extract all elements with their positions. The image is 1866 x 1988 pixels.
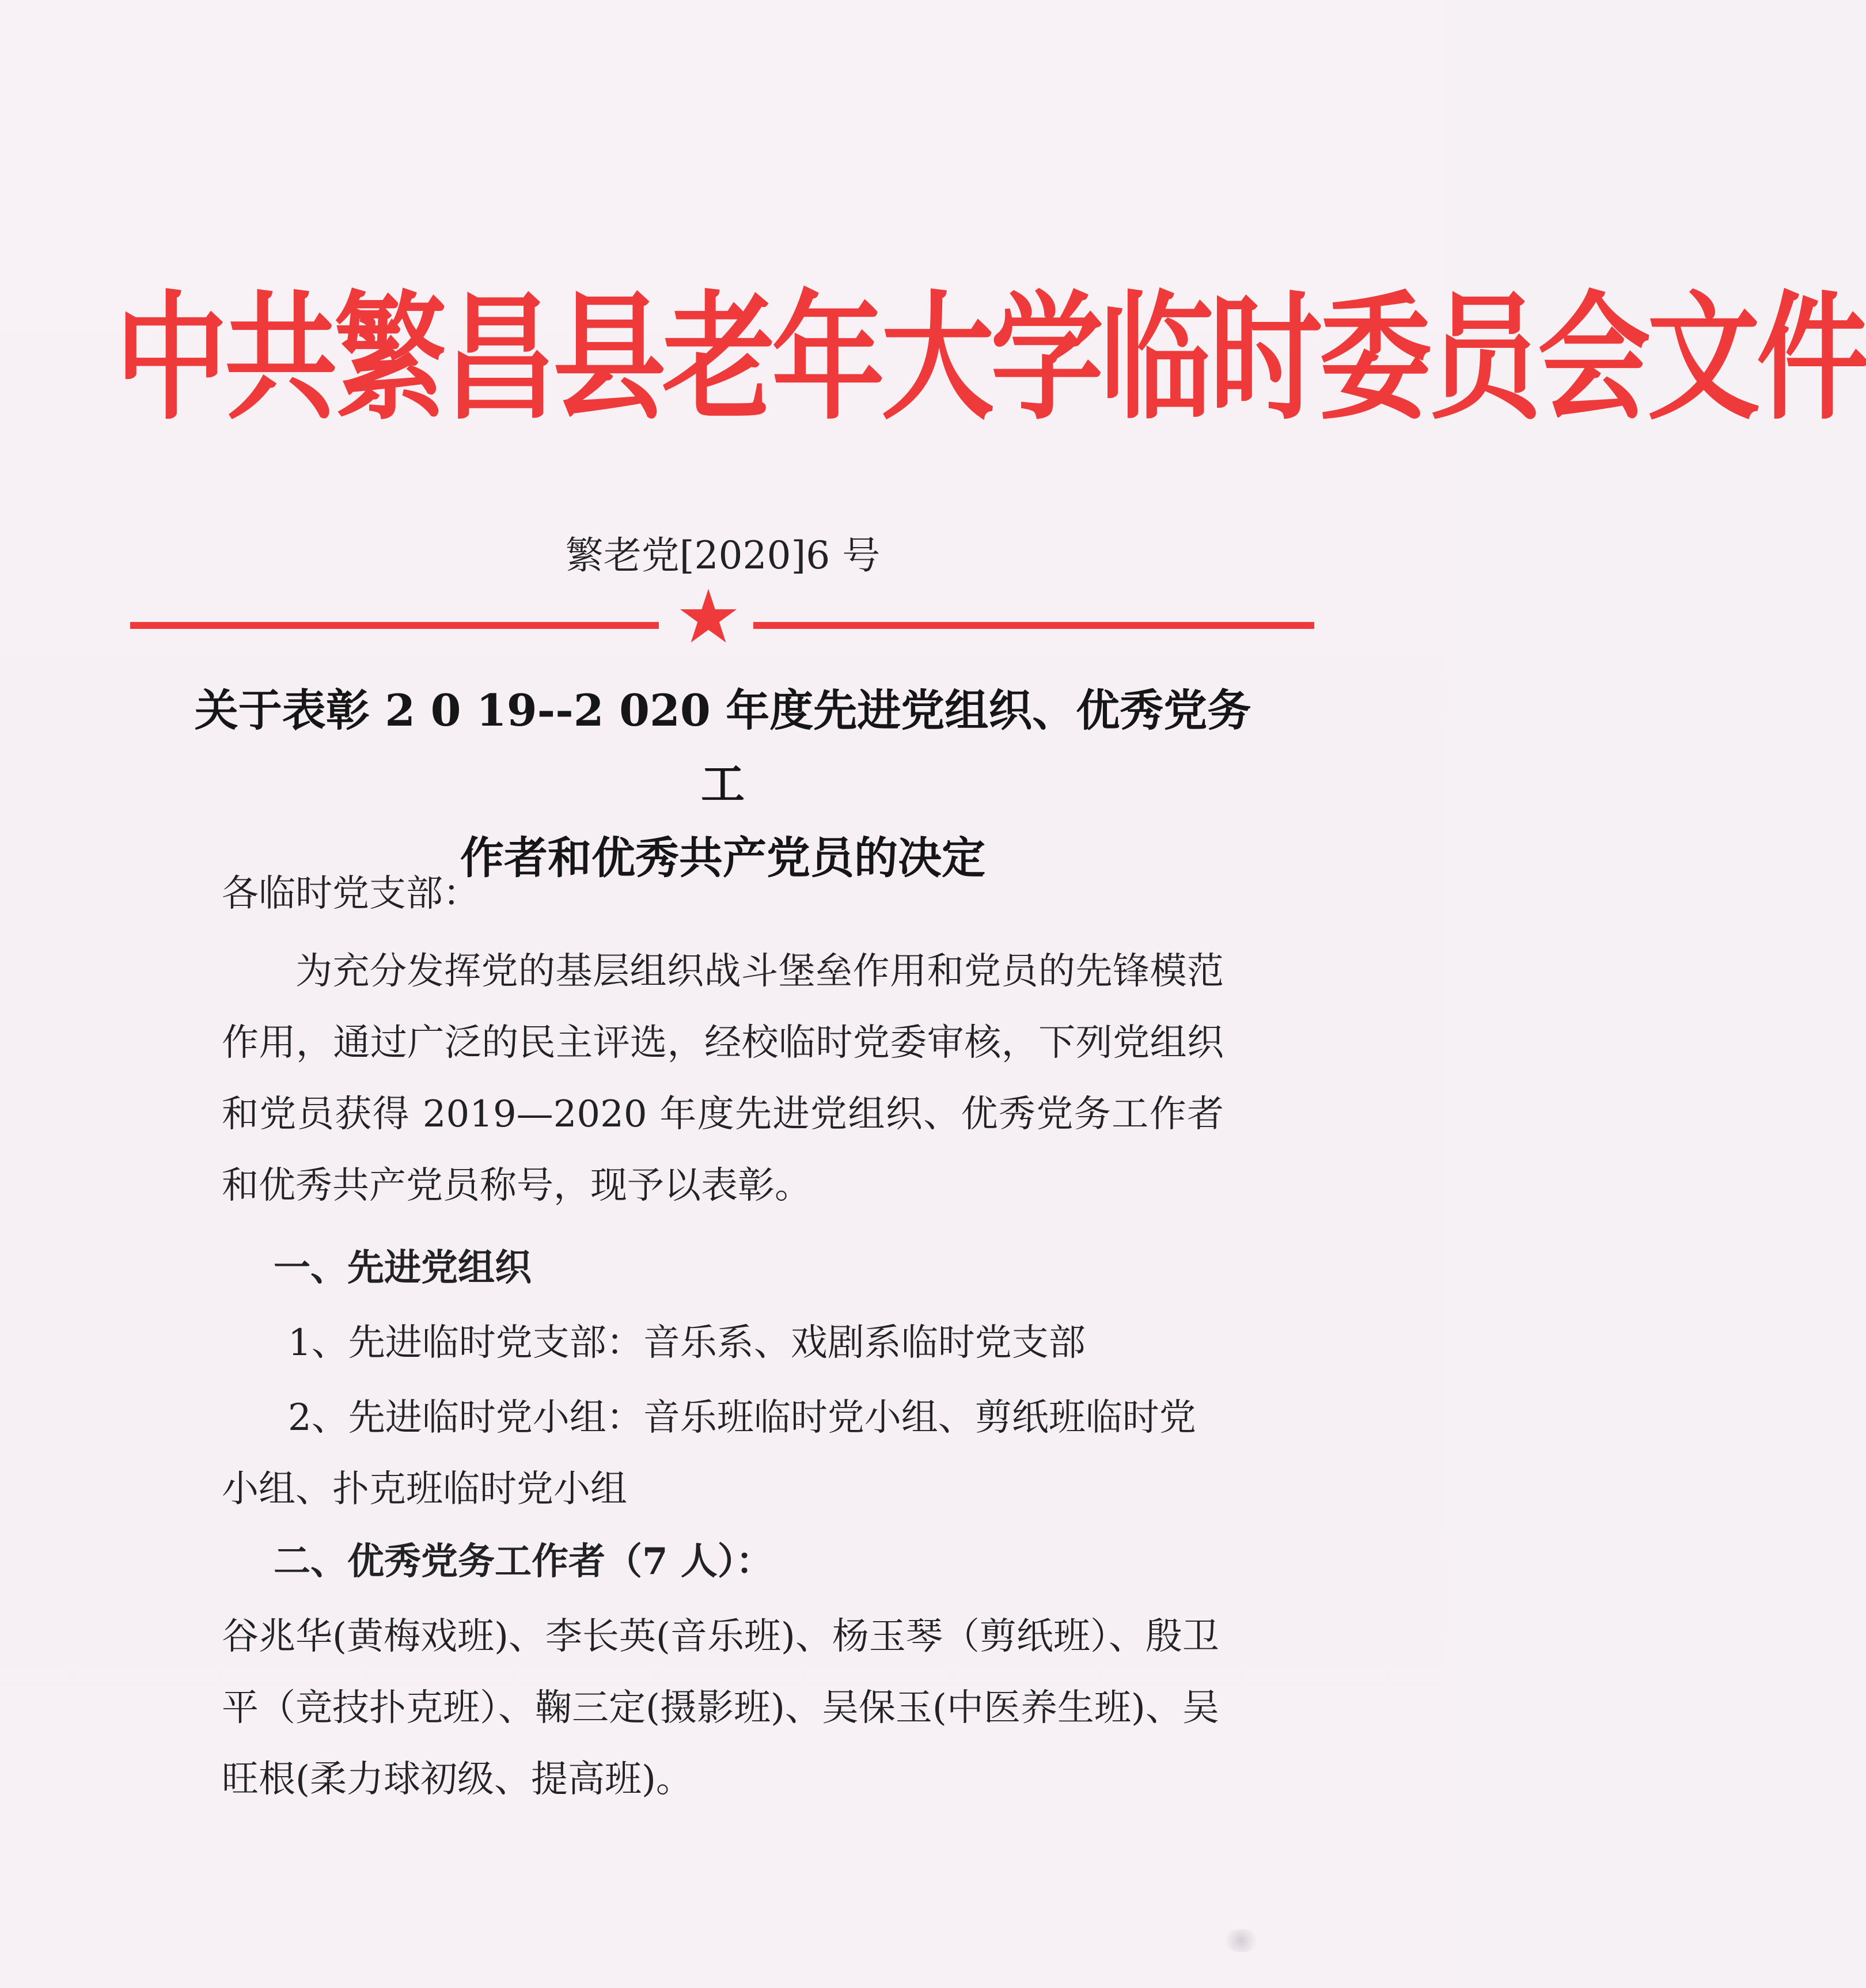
red-star-icon: ★	[675, 574, 742, 660]
intro-paragraph: 为充分发挥党的基层组织战斗堡垒作用和党员的先锋模范作用，通过广泛的民主评选，经校临时党委审核，下列党组织和党员获得 2019—2020 年度先进党组织、优秀党务工作者和优秀共产党员称号，现予以表彰。	[222, 950, 1224, 1207]
section-1-item-2: 2、先进临时党小组：音乐班临时党小组、剪纸班临时党小组、扑克班临时党小组	[222, 1397, 1196, 1511]
section-2-heading: 二、优秀党务工作者（7 人）：	[274, 1540, 773, 1583]
section-2-list: 谷兆华(黄梅戏班)、李长英(音乐班)、杨玉琴（剪纸班）、殷卫平（竞技扑克班）、鞠三定(摄影班)、吴保玉(中医养生班)、吴旺根(柔力球初级、提高班)。	[222, 1615, 1219, 1801]
scan-smudge	[1221, 1929, 1261, 1952]
org-header-title: 中共繁昌县老年大学临时委员会文件	[115, 278, 1866, 439]
document-number: 繁老党[2020]6 号	[565, 533, 881, 578]
title-line-2: 作者和优秀共产党员的决定	[460, 832, 985, 883]
section-1-heading: 一、先进党组织	[274, 1246, 532, 1289]
divider-left	[130, 622, 659, 629]
section-1-item-1: 1、先进临时党支部：音乐系、戏剧系临时党支部	[288, 1322, 1086, 1364]
divider-right	[753, 622, 1314, 629]
title-line-1: 关于表彰 2 0 19--2 020 年度先进党组织、优秀党务工	[194, 685, 1251, 810]
salutation: 各临时党支部：	[222, 872, 480, 915]
